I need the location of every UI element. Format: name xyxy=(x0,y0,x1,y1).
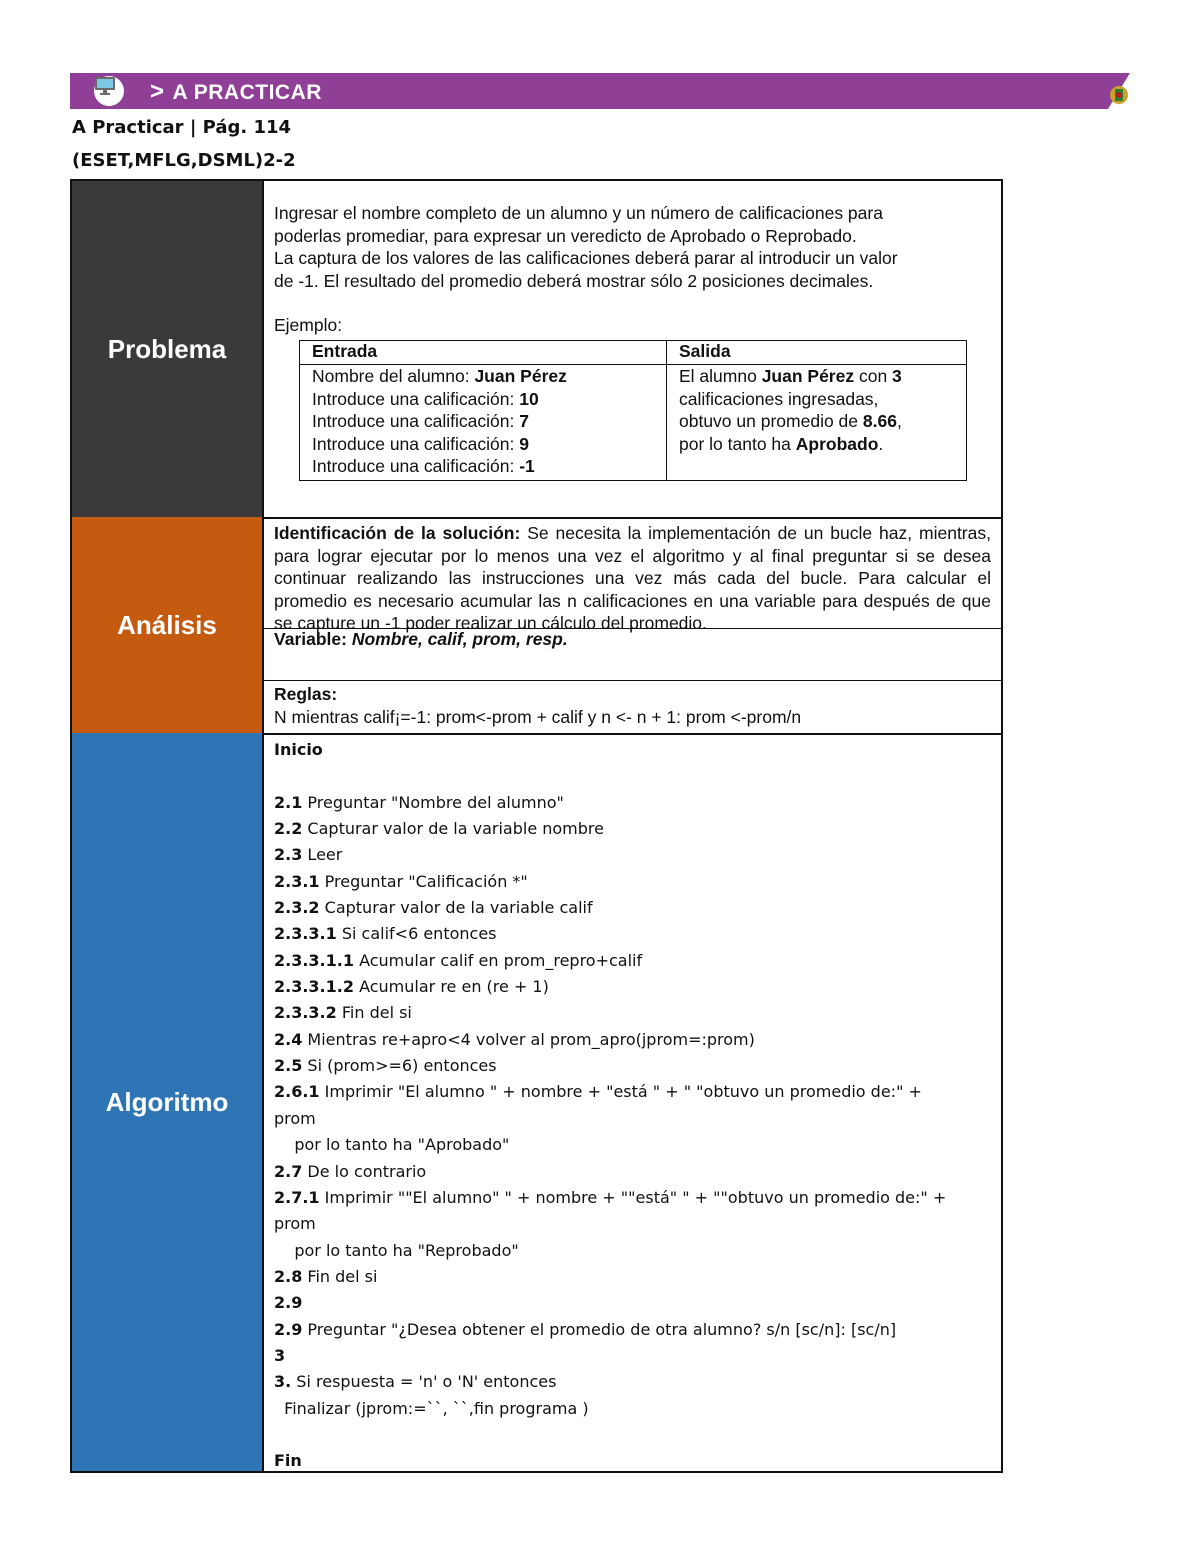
variable-block xyxy=(264,628,1001,681)
step-text: Capturar valor de la variable nombre xyxy=(302,819,604,839)
reglas-block xyxy=(264,680,1001,733)
step-text: Fin del si xyxy=(336,1003,412,1023)
entrada-line xyxy=(312,410,666,433)
step-text: Imprimir "El alumno " + nombre + "está " + " "obtuvo un promedio de:" + xyxy=(319,1082,922,1102)
entrada-cell xyxy=(300,365,667,481)
problema-label: Problema xyxy=(72,181,264,517)
salida-text: , xyxy=(896,411,902,431)
algoritmo-label: Algoritmo xyxy=(72,733,264,1471)
entrada-prompt: Introduce una calificación: xyxy=(312,456,520,476)
step-text: por lo tanto ha "Reprobado" xyxy=(274,1240,519,1260)
algorithm-step xyxy=(274,1343,946,1369)
salida-text: con xyxy=(854,366,893,386)
step-number: 2.3.3.1.1 xyxy=(274,950,354,970)
analisis-label: Análisis xyxy=(72,517,264,733)
algorithm-step xyxy=(274,869,946,895)
step-number: 2.4 xyxy=(274,1029,303,1049)
problem-line: de -1. El resultado del promedio deberá mostrar sólo 2 posiciones decimales. xyxy=(274,270,874,291)
algorithm-step xyxy=(274,1238,946,1264)
analisis-content xyxy=(264,517,1001,733)
salida-line xyxy=(679,365,966,388)
page-subtitle: (ESET,MFLG,DSML)2-2 xyxy=(72,150,296,171)
chevron-right-icon: > xyxy=(150,78,165,105)
algorithm-step xyxy=(274,1448,946,1474)
step-text: Preguntar "Calificación *" xyxy=(319,871,528,891)
entrada-line xyxy=(312,455,666,478)
section-banner xyxy=(70,73,1130,109)
step-text: Preguntar "¿Desea obtener el promedio de otra alumno? s/n [sc/n]: [sc/n] xyxy=(302,1319,897,1339)
problem-line: Ingresar el nombre completo de un alumno y un número de calificaciones para xyxy=(274,203,883,223)
entrada-value: 7 xyxy=(519,411,529,431)
algorithm-step xyxy=(274,895,946,921)
step-text: Mientras re+apro<4 volver al prom_apro(jprom=:prom) xyxy=(302,1029,755,1049)
step-number: 3 xyxy=(274,1345,286,1365)
step-text: Capturar valor de la variable calif xyxy=(319,898,593,918)
algorithm-step xyxy=(274,1000,946,1026)
example-table xyxy=(299,340,967,481)
algoritmo-content xyxy=(264,733,1001,1471)
salida-cell xyxy=(667,365,967,481)
salida-text: por lo tanto ha xyxy=(679,433,796,454)
algorithm-step xyxy=(274,1053,946,1079)
algorithm-step xyxy=(274,974,946,1000)
step-number: 2.8 xyxy=(274,1266,303,1286)
algoritmo-section xyxy=(72,733,1001,1471)
step-number: 2.3.3.1.2 xyxy=(274,977,354,997)
problema-section xyxy=(72,181,1001,519)
salida-average: 8.66 xyxy=(862,411,897,431)
algorithm-step xyxy=(274,737,946,763)
algorithm-step xyxy=(274,1317,946,1343)
salida-line xyxy=(679,410,966,433)
entrada-value: 10 xyxy=(519,388,539,409)
algorithm-steps xyxy=(274,737,946,1475)
step-text: Leer xyxy=(302,845,343,865)
step-number: 2.3 xyxy=(274,845,303,865)
salida-line: calificaciones ingresadas, xyxy=(679,388,879,409)
variable-label: Variable: xyxy=(274,629,347,649)
algorithm-step xyxy=(274,1396,946,1422)
salida-count: 3 xyxy=(892,366,902,386)
step-text: Si (prom>=6) entonces xyxy=(302,1056,497,1076)
step-number: 2.6.1 xyxy=(274,1082,320,1102)
step-text: Si calif<6 entonces xyxy=(336,924,497,944)
step-number: 2.9 xyxy=(274,1319,303,1339)
entrada-line xyxy=(312,388,666,411)
step-text: Fin del si xyxy=(302,1266,378,1286)
algorithm-step xyxy=(274,1369,946,1395)
page-title: A Practicar | Pág. 114 xyxy=(72,117,292,138)
problem-line: La captura de los valores de las calificaciones deberá parar al introducir un valor xyxy=(274,248,898,268)
step-number: 2.3.1 xyxy=(274,871,320,891)
computer-screen-icon xyxy=(94,76,124,106)
salida-text: . xyxy=(878,433,884,454)
algorithm-step xyxy=(274,816,946,842)
step-text: Finalizar (jprom:=``, ``,fin programa ) xyxy=(274,1398,589,1418)
algorithm-step xyxy=(274,1264,946,1290)
step-text: prom xyxy=(274,1214,316,1234)
institution-logo-icon xyxy=(1097,80,1131,110)
step-text: por lo tanto ha "Aprobado" xyxy=(274,1135,510,1155)
salida-header: Salida xyxy=(667,341,967,365)
problem-description xyxy=(274,202,898,292)
algorithm-step xyxy=(274,921,946,947)
salida-text: El alumno xyxy=(679,366,762,386)
step-number: 2.5 xyxy=(274,1056,303,1076)
step-number: Inicio xyxy=(274,740,323,759)
identificacion-block xyxy=(264,517,1001,633)
step-number: 2.9 xyxy=(274,1293,303,1313)
entrada-prompt: Introduce una calificación: xyxy=(312,411,520,431)
algorithm-step xyxy=(274,1159,946,1185)
step-number: 2.3.2 xyxy=(274,898,320,918)
entrada-prompt: Introduce una calificación: xyxy=(312,433,520,454)
entrada-value: -1 xyxy=(519,456,535,476)
reglas-body: N mientras calif¡=-1: prom<-prom + calif y n <- n + 1: prom <-prom/n xyxy=(274,706,802,727)
reglas-label: Reglas: xyxy=(274,684,338,704)
algorithm-step xyxy=(274,1422,946,1448)
salida-verdict: Aprobado xyxy=(795,433,879,454)
entrada-prompt: Nombre del alumno: xyxy=(312,366,475,386)
algorithm-step xyxy=(274,790,946,816)
algorithm-step xyxy=(274,763,946,789)
step-text: Imprimir ""El alumno" " + nombre + ""está" " + ""obtuvo un promedio de:" + xyxy=(319,1187,947,1207)
algorithm-step xyxy=(274,1211,946,1237)
step-text: De lo contrario xyxy=(302,1161,427,1181)
step-number: 2.3.3.1 xyxy=(274,924,337,944)
algorithm-step xyxy=(274,842,946,868)
step-number: 2.2 xyxy=(274,819,303,839)
reglas-text xyxy=(274,683,991,728)
salida-name: Juan Pérez xyxy=(761,366,855,386)
analisis-section xyxy=(72,517,1001,735)
algorithm-step xyxy=(274,1106,946,1132)
step-number: 2.1 xyxy=(274,792,303,812)
algorithm-step xyxy=(274,1185,946,1211)
algorithm-step xyxy=(274,1027,946,1053)
step-number: Fin xyxy=(274,1451,302,1471)
entrada-value: Juan Pérez xyxy=(474,366,567,386)
variable-text xyxy=(274,628,991,651)
entrada-line xyxy=(312,365,666,388)
step-text: Acumular calif en prom_repro+calif xyxy=(353,950,643,970)
step-text: Acumular re en (re + 1) xyxy=(353,977,549,997)
step-text: Si respuesta = 'n' o 'N' entonces xyxy=(291,1372,557,1392)
identificacion-body: Se necesita la implementación de un bucle haz, mientras, para lograr ejecutar por lo menos una vez el algoritmo y al final preguntar si se desea continuar realizando las instrucciones una vez más cada del bucle. Para calcular el promedio es necesario acumular las n calificaciones en una variable para después de que se capture un -1 poder realizar un cálculo del promedio. xyxy=(274,523,991,633)
salida-text: obtuvo un promedio de xyxy=(679,411,863,431)
problem-line: poderlas promediar, para expresar un veredicto de Aprobado o Reprobado. xyxy=(274,225,857,246)
identificacion-text xyxy=(274,522,991,635)
step-text: prom xyxy=(274,1108,316,1128)
banner-title-text: A PRACTICAR xyxy=(172,81,322,104)
entrada-prompt: Introduce una calificación: xyxy=(312,388,520,409)
exercise-table xyxy=(70,179,1003,1473)
step-number: 2.3.3.2 xyxy=(274,1003,337,1023)
step-number: 2.7.1 xyxy=(274,1187,320,1207)
entrada-header: Entrada xyxy=(300,341,667,365)
step-text: Preguntar "Nombre del alumno" xyxy=(302,792,564,812)
banner-title xyxy=(150,78,322,106)
algorithm-step xyxy=(274,1132,946,1158)
salida-line xyxy=(679,433,966,456)
step-number: 2.7 xyxy=(274,1161,303,1181)
algorithm-step xyxy=(274,1079,946,1105)
entrada-line xyxy=(312,433,666,456)
identificacion-label: Identificación de la solución: xyxy=(274,523,521,543)
algorithm-step xyxy=(274,948,946,974)
ejemplo-label: Ejemplo: xyxy=(274,315,343,335)
algorithm-step xyxy=(274,1290,946,1316)
entrada-value: 9 xyxy=(519,433,529,454)
problema-content xyxy=(264,181,1001,517)
variable-value: Nombre, calif, prom, resp. xyxy=(346,629,568,649)
step-number: 3. xyxy=(274,1372,292,1392)
